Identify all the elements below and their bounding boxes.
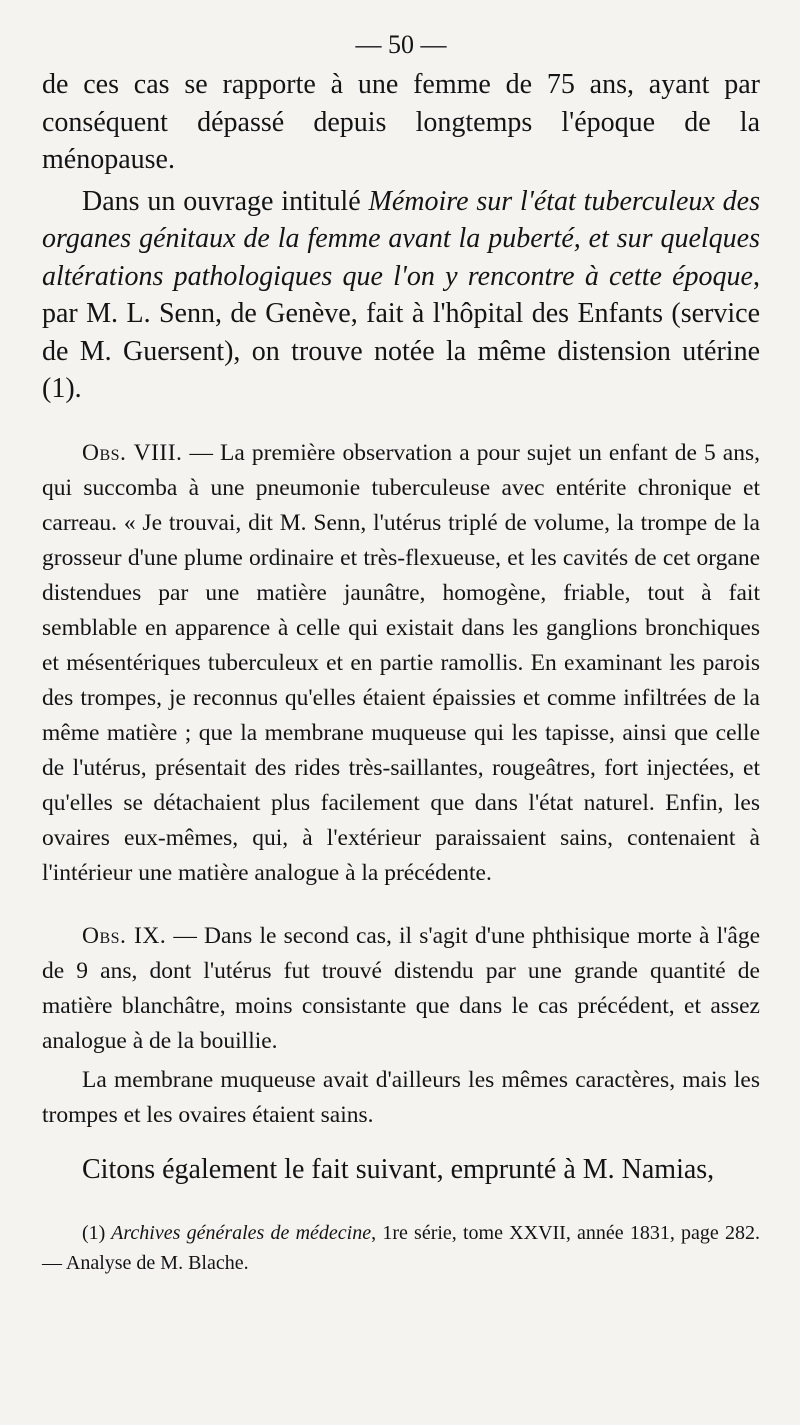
paragraph-muqueuse: La membrane muqueuse avait d'ailleurs les mêmes caractères, mais les trompes et les ovaires étaient sains. bbox=[42, 1066, 760, 1128]
footnote-mark: (1) bbox=[82, 1222, 106, 1244]
observation-ix-text: — Dans le second cas, il s'agit d'une phthisique morte à l'âge de 9 ans, dont l'utérus fut trouvé distendu par une grande quantité de matière blanchâtre, moins consistante que dans le cas précédent, et assez analogue à de la bouillie. bbox=[42, 922, 760, 1054]
observation-viii-text: — La première observation a pour sujet un enfant de 5 ans, qui succomba à une pneumonie tuberculeuse avec entérite chronique et carreau. « Je trouvai, dit M. Senn, l'utérus triplé de volume, la trompe de la grosseur d'une plume ordinaire et très-flexueuse, et les cavités de cet organe distendues par une matière jaunâtre, homogène, friable, tout à fait semblable en apparence à celle qui existait dans les ganglions bronchiques et mésentériques tuberculeux et en partie ramollis. En examinant les parois des trompes, je reconnus qu'elles étaient épaissies et comme infiltrées de la même matière ; que la membrane muqueuse qui les tapisse, ainsi que celle de l'utérus, présentait des rides très-saillantes, rougeâtres, fort injectées, et qu'elles se détachaient plus facilement que dans l'état naturel. Enfin, les ovaires eux-mêmes, qui, à l'extérieur paraissaient sains, contenaient à l'intérieur une matière analogue à la précédente. bbox=[42, 439, 760, 886]
paragraph-namias: Citons également le fait suivant, emprunté à M. Namias, bbox=[82, 1153, 715, 1185]
paragraph-senn-memoir bbox=[42, 183, 760, 408]
memoir-rest-text: , par M. L. Senn, de Genève, fait à l'hôpital des Enfants (service de M. Guersent), on trouve notée la même distension utérine (1). bbox=[42, 260, 760, 404]
page-number: — 50 — bbox=[355, 30, 447, 59]
observation-ix bbox=[42, 919, 760, 1059]
memoir-title: Mémoire sur l'état tuberculeux des organes génitaux de la femme avant la puberté, et sur quelques altérations pathologiques que l'on y rencontre à cette époque bbox=[42, 185, 760, 292]
footnote bbox=[42, 1218, 760, 1278]
paragraph-continuation: de ces cas se rapporte à une femme de 75 ans, ayant par conséquent dépassé depuis longtemps l'époque de la ménopause. bbox=[42, 69, 760, 175]
memoir-intro-text: Dans un ouvrage intitulé bbox=[82, 185, 369, 217]
footnote-journal-title: Archives générales de médecine bbox=[105, 1222, 372, 1244]
footnote-reference: , 1re série, tome XXVII, année 1831, page 282. — Analyse de M. Blache. bbox=[42, 1222, 760, 1274]
observation-ix-label: Obs. IX. bbox=[82, 922, 167, 949]
observation-viii-label: Obs. VIII. bbox=[82, 439, 183, 466]
observation-viii bbox=[42, 436, 760, 891]
